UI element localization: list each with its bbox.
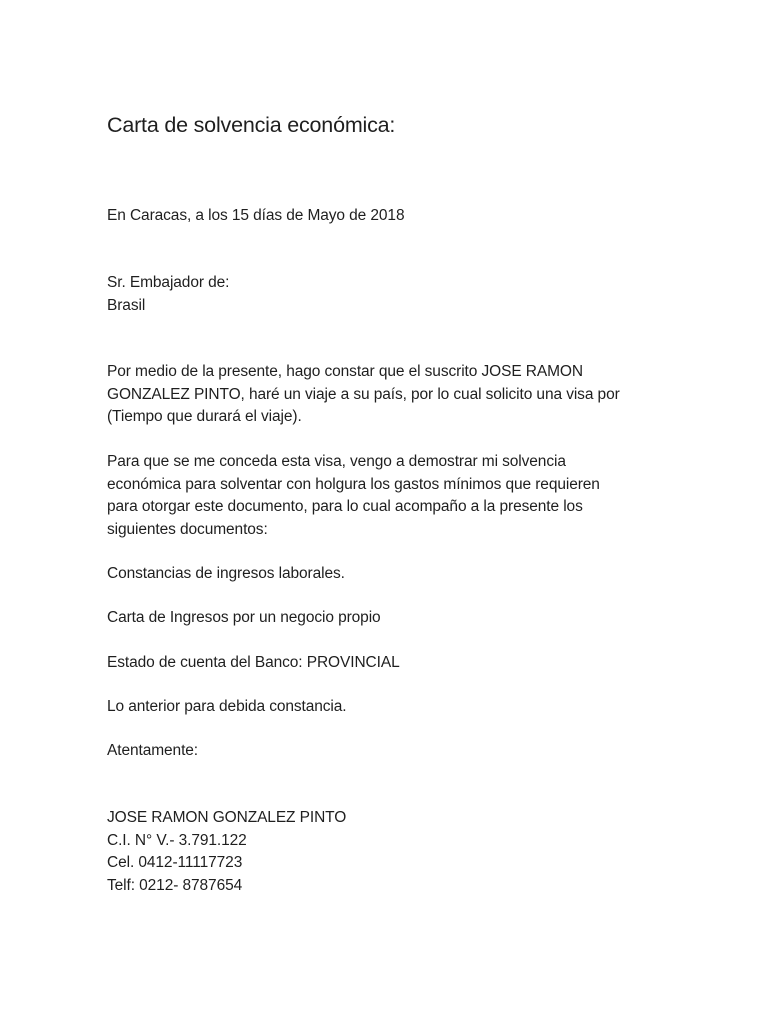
signer-phone: Telf: 0212- 8787654 [107, 876, 243, 894]
date-text: En Caracas, a los 15 días de Mayo de 2018 [107, 207, 405, 224]
signer-cell: Cel. 0412-11117723 [107, 854, 243, 871]
documents-list-item [107, 652, 667, 675]
sign-off-text: Atentamente: [107, 742, 198, 759]
paragraph-solvency [107, 451, 667, 541]
documents-list-item [107, 607, 667, 630]
signer-name: JOSE RAMON GONZALEZ PINTO [107, 809, 347, 826]
list-item-text: Estado de cuenta del Banco: PROVINCIAL [107, 654, 400, 671]
date-line [107, 205, 667, 228]
paragraph-line: para otorgar este documento, para lo cual acompaño a la presente los [107, 498, 583, 515]
closing-statement [107, 696, 667, 719]
list-item-text: Carta de Ingresos por un negocio propio [107, 609, 381, 626]
recipient-block [107, 272, 667, 317]
documents-list-item [107, 563, 667, 586]
signature-block [107, 807, 667, 897]
paragraph-line: Para que se me conceda esta visa, vengo a demostrar mi solvencia [107, 453, 566, 470]
paragraph-line: Por medio de la presente, hago constar que el suscrito JOSE RAMON [107, 363, 583, 380]
closing-text: Lo anterior para debida constancia. [107, 698, 347, 715]
paragraph-intro [107, 361, 667, 429]
recipient-line-1: Sr. Embajador de: [107, 274, 230, 291]
recipient-line-2: Brasil [107, 296, 146, 314]
paragraph-line: económica para solventar con holgura los gastos mínimos que requieren [107, 475, 600, 493]
document-title: Carta de solvencia económica: [107, 113, 396, 137]
list-item-text: Constancias de ingresos laborales. [107, 565, 345, 582]
paragraph-line: GONZALEZ PINTO, haré un viaje a su país, por lo cual solicito una visa por [107, 385, 620, 403]
paragraph-line: siguientes documentos: [107, 520, 268, 538]
paragraph-line: (Tiempo que durará el viaje). [107, 408, 302, 425]
signer-id: C.I. N° V.- 3.791.122 [107, 831, 247, 849]
sign-off [107, 740, 667, 763]
